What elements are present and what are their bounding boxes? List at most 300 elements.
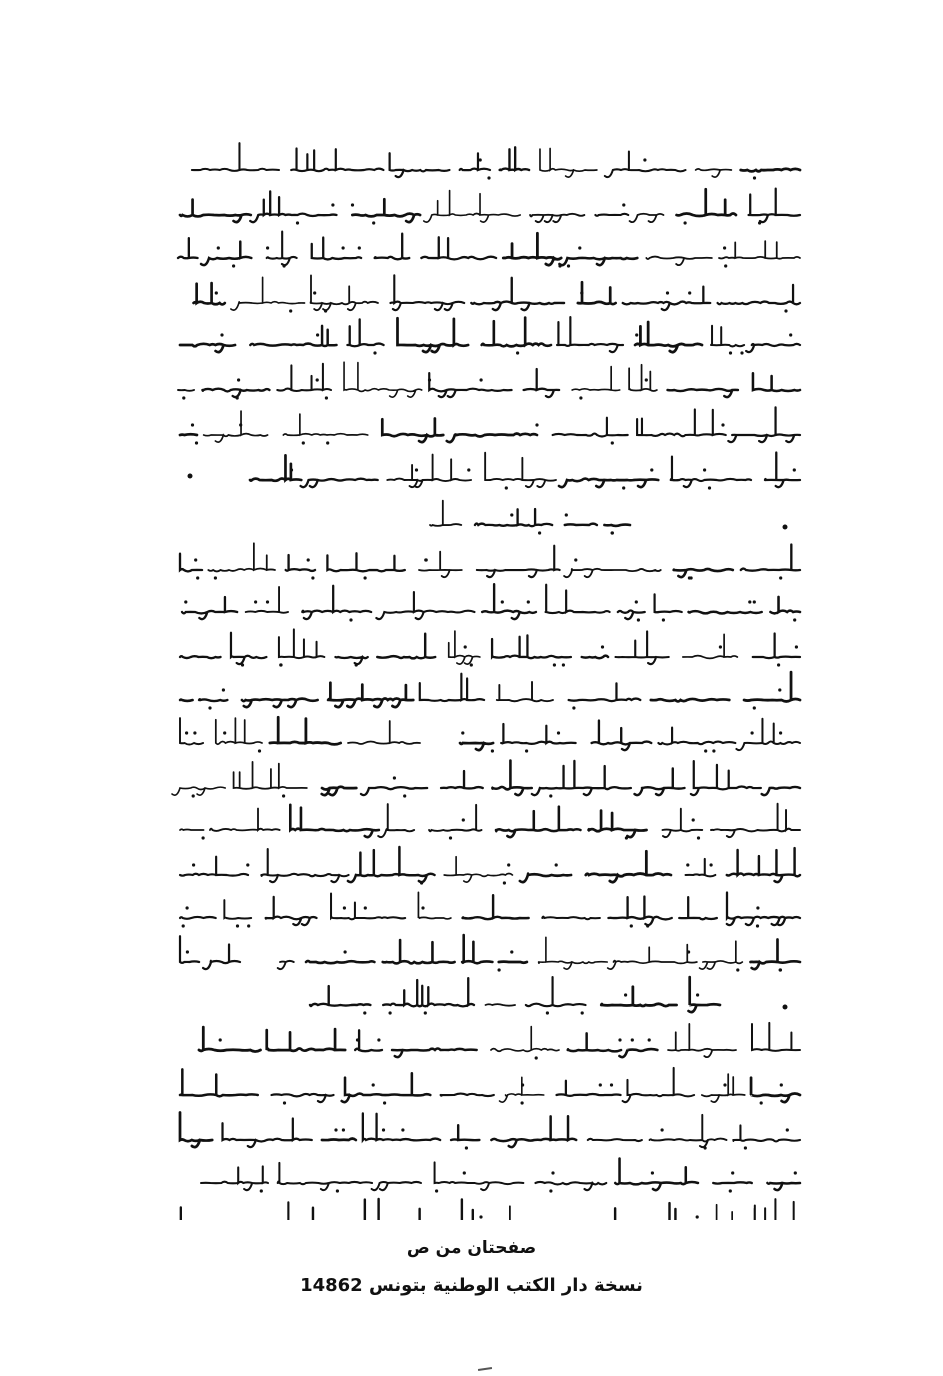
- script-stroke: [441, 771, 483, 788]
- script-stroke: [383, 940, 455, 963]
- script-stroke: [172, 787, 225, 795]
- script-dot: [316, 333, 319, 336]
- script-stroke: [702, 1074, 745, 1102]
- script-stroke: [589, 811, 647, 837]
- script-dot: [708, 486, 711, 489]
- script-stroke: [311, 275, 378, 310]
- script-stroke: [592, 721, 652, 751]
- script-stroke: [492, 635, 571, 658]
- script-stroke: [444, 857, 512, 882]
- script-dot: [501, 600, 504, 603]
- script-stroke: [557, 317, 623, 352]
- script-stroke: [271, 1094, 333, 1102]
- script-stroke: [291, 148, 383, 171]
- script-stroke: [204, 411, 268, 442]
- script-dot: [630, 924, 633, 927]
- script-stroke: [719, 241, 800, 259]
- script-stroke: [616, 631, 669, 664]
- script-dot: [344, 950, 347, 953]
- script-stroke: [623, 1068, 694, 1102]
- script-stroke: [501, 724, 575, 744]
- script-stroke: [390, 153, 450, 177]
- script-stroke: [535, 1182, 606, 1190]
- script-stroke: [180, 434, 197, 435]
- script-dot: [377, 1038, 380, 1041]
- script-stroke: [578, 282, 616, 304]
- script-stroke: [530, 214, 584, 222]
- script-dot: [643, 158, 646, 161]
- script-dot: [729, 1189, 732, 1192]
- script-stroke: [421, 237, 496, 259]
- script-dot: [464, 645, 467, 648]
- script-dot: [186, 906, 189, 909]
- script-stroke: [728, 407, 800, 442]
- script-dot: [342, 246, 345, 249]
- caption-source: نسخة دار الكتب الوطنية بتونس 14862: [300, 1275, 643, 1296]
- script-dot: [744, 1146, 747, 1149]
- manuscript-line: [180, 543, 800, 579]
- script-stroke: [279, 629, 324, 658]
- script-stroke: [718, 285, 800, 304]
- caption-title: صفحتان من ص: [406, 1238, 537, 1258]
- script-dot: [662, 618, 665, 621]
- script-dot: [283, 1101, 286, 1104]
- script-stroke: [618, 611, 645, 620]
- script-stroke: [486, 1004, 516, 1006]
- script-stroke: [451, 1125, 479, 1140]
- script-stroke: [559, 258, 637, 265]
- script-stroke: [462, 935, 492, 963]
- script-dot: [208, 706, 211, 709]
- script-dot: [525, 749, 528, 752]
- script-stroke: [312, 238, 361, 260]
- script-dot: [756, 924, 759, 927]
- script-dot: [562, 663, 565, 666]
- script-dot: [326, 441, 329, 444]
- script-stroke: [267, 232, 297, 266]
- script-stroke: [278, 961, 294, 969]
- manuscript-line: [201, 1158, 800, 1192]
- script-stroke: [662, 809, 702, 837]
- script-dot: [601, 645, 604, 648]
- script-dot: [331, 203, 334, 206]
- script-dot: [389, 1011, 392, 1014]
- script-stroke: [460, 153, 490, 170]
- script-stroke: [250, 191, 336, 222]
- script-stroke: [261, 849, 348, 882]
- section-dot: [188, 474, 193, 479]
- script-dot: [449, 836, 452, 839]
- script-stroke: [491, 1027, 559, 1052]
- script-stroke: [674, 569, 733, 577]
- script-dot: [260, 1189, 263, 1192]
- script-dot: [236, 924, 239, 927]
- script-dot: [364, 906, 367, 909]
- script-dot: [479, 1215, 482, 1218]
- script-stroke: [201, 1166, 268, 1190]
- script-dot: [349, 618, 352, 621]
- script-stroke: [180, 936, 199, 963]
- script-stroke: [651, 699, 729, 702]
- script-stroke: [322, 1139, 356, 1141]
- manuscript-line: [180, 1112, 800, 1149]
- script-stroke: [510, 1206, 588, 1220]
- script-stroke: [278, 1163, 372, 1190]
- script-dot: [503, 881, 506, 884]
- script-stroke: [755, 1199, 800, 1220]
- script-dot: [777, 663, 780, 666]
- script-dot: [236, 396, 239, 399]
- script-dot: [625, 836, 628, 839]
- script-dot: [266, 600, 269, 603]
- script-stroke: [689, 977, 720, 1012]
- script-dot: [325, 396, 328, 399]
- script-dot: [599, 1083, 602, 1086]
- script-dot: [753, 600, 756, 603]
- script-stroke: [569, 683, 641, 701]
- script-dot: [415, 468, 418, 471]
- script-dot: [703, 468, 706, 471]
- script-stroke: [503, 233, 561, 265]
- script-stroke: [250, 326, 336, 346]
- script-dot: [467, 468, 470, 471]
- script-stroke: [601, 987, 676, 1006]
- script-stroke: [304, 1199, 396, 1220]
- script-stroke: [568, 1033, 621, 1051]
- script-dot: [753, 706, 756, 709]
- script-stroke: [700, 941, 743, 969]
- script-dot: [364, 576, 367, 579]
- script-dot: [232, 264, 235, 267]
- manuscript-line: [180, 935, 800, 971]
- script-dot: [558, 264, 561, 267]
- script-stroke: [267, 1029, 345, 1051]
- script-dot: [351, 203, 354, 206]
- script-dot: [794, 1171, 797, 1174]
- script-stroke: [199, 1027, 261, 1051]
- manuscript-line: [180, 317, 800, 355]
- script-dot: [567, 264, 570, 267]
- script-dot: [239, 423, 242, 426]
- script-dot: [535, 1056, 538, 1059]
- manuscript-line: [310, 977, 788, 1015]
- script-stroke: [750, 939, 800, 969]
- script-stroke: [418, 892, 450, 919]
- script-dot: [786, 1128, 789, 1131]
- script-dot: [635, 333, 638, 336]
- script-dot: [342, 1128, 345, 1131]
- section-dot: [783, 525, 788, 530]
- script-dot: [578, 246, 581, 249]
- script-dot: [196, 576, 199, 579]
- script-stroke: [691, 761, 761, 795]
- script-stroke: [266, 897, 317, 925]
- script-dot: [217, 246, 220, 249]
- script-stroke: [210, 809, 280, 831]
- script-dot: [186, 950, 189, 953]
- script-dot: [622, 203, 625, 206]
- script-stroke: [182, 597, 237, 619]
- script-stroke: [178, 390, 194, 391]
- script-dot: [195, 441, 198, 444]
- script-stroke: [375, 234, 410, 260]
- script-stroke: [377, 634, 435, 659]
- script-stroke: [608, 896, 671, 925]
- script-stroke: [223, 1118, 312, 1147]
- script-dot: [710, 863, 713, 866]
- script-dot: [307, 558, 310, 561]
- script-dot: [618, 1038, 621, 1041]
- manuscript-line: [180, 629, 800, 666]
- script-stroke: [559, 479, 658, 488]
- script-stroke: [623, 287, 711, 311]
- script-stroke: [383, 978, 474, 1006]
- script-stroke: [752, 1023, 800, 1051]
- script-stroke: [335, 657, 367, 664]
- script-stroke: [382, 418, 443, 442]
- script-stroke: [749, 189, 800, 223]
- script-dot: [712, 749, 715, 752]
- script-stroke: [635, 769, 685, 796]
- script-stroke: [180, 1112, 212, 1147]
- script-dot: [645, 378, 648, 381]
- script-dot: [491, 749, 494, 752]
- script-dot: [648, 1038, 651, 1041]
- script-dot: [521, 1101, 524, 1104]
- script-stroke: [542, 917, 600, 920]
- script-dot: [538, 531, 541, 534]
- script-stroke: [630, 214, 664, 222]
- script-stroke: [741, 544, 800, 570]
- script-stroke: [753, 373, 800, 391]
- script-dot: [282, 794, 285, 797]
- script-dot: [254, 600, 257, 603]
- manuscript-line: [180, 804, 800, 840]
- script-dot: [383, 1101, 386, 1104]
- manuscript-line: [180, 1068, 800, 1105]
- script-dot: [723, 1083, 726, 1086]
- script-stroke: [372, 1182, 421, 1190]
- script-dot: [631, 1038, 634, 1041]
- script-dot: [215, 291, 218, 294]
- script-dot: [646, 924, 649, 927]
- script-stroke: [588, 1139, 642, 1141]
- script-stroke: [224, 900, 251, 919]
- manuscript-line: [180, 672, 800, 710]
- script-stroke: [180, 700, 193, 701]
- script-dot: [778, 688, 781, 691]
- script-dot: [581, 1011, 584, 1014]
- script-dot: [311, 576, 314, 579]
- script-stroke: [347, 319, 383, 346]
- script-stroke: [424, 191, 520, 223]
- script-dot: [403, 794, 406, 797]
- manuscript-line: [180, 847, 800, 885]
- script-stroke: [430, 501, 461, 526]
- script-dot: [661, 1128, 664, 1131]
- script-dot: [684, 221, 687, 224]
- script-dot: [789, 333, 792, 336]
- script-dot: [290, 468, 293, 471]
- script-dot: [779, 968, 782, 971]
- script-stroke: [392, 1049, 477, 1058]
- script-stroke: [582, 656, 608, 659]
- script-dot: [373, 351, 376, 354]
- script-dot: [372, 1083, 375, 1086]
- script-stroke: [646, 257, 712, 266]
- manuscript-line: [172, 761, 800, 798]
- script-stroke: [246, 587, 288, 613]
- script-stroke: [520, 874, 571, 883]
- script-stroke: [565, 524, 597, 525]
- script-stroke: [500, 147, 529, 170]
- script-stroke: [283, 414, 367, 435]
- script-dot: [516, 351, 519, 354]
- script-stroke: [390, 275, 464, 310]
- script-dot: [424, 1011, 427, 1014]
- manuscript-image: [160, 140, 820, 1220]
- script-stroke: [744, 672, 800, 701]
- script-dot: [751, 731, 754, 734]
- script-stroke: [180, 554, 202, 572]
- script-stroke: [751, 1078, 800, 1102]
- script-dot: [192, 863, 195, 866]
- manuscript-line: [180, 717, 800, 752]
- script-dot: [182, 396, 185, 399]
- script-dot: [549, 794, 552, 797]
- script-stroke: [679, 897, 717, 919]
- script-stroke: [564, 569, 661, 577]
- script-dot: [480, 378, 483, 381]
- script-dot: [425, 558, 428, 561]
- script-stroke: [180, 917, 216, 919]
- script-dot: [611, 441, 614, 444]
- script-dot: [793, 618, 796, 621]
- script-stroke: [491, 1116, 576, 1147]
- script-dot: [686, 863, 689, 866]
- script-dot: [650, 468, 653, 471]
- script-stroke: [178, 238, 198, 258]
- script-stroke: [753, 634, 800, 659]
- script-dot: [535, 423, 538, 426]
- script-stroke: [733, 1125, 800, 1141]
- script-dot: [222, 688, 225, 691]
- script-dot: [690, 576, 693, 579]
- script-dot: [611, 531, 614, 534]
- script-stroke: [270, 717, 341, 744]
- script-stroke: [397, 318, 468, 352]
- script-stroke: [447, 434, 537, 443]
- script-dot: [498, 968, 501, 971]
- script-stroke: [770, 597, 800, 613]
- script-dot: [510, 950, 513, 953]
- script-stroke: [471, 278, 564, 310]
- script-dot: [666, 291, 669, 294]
- script-stroke: [539, 937, 608, 969]
- script-dot: [580, 291, 583, 294]
- script-stroke: [290, 805, 379, 837]
- script-dot: [279, 663, 282, 666]
- script-dot: [343, 906, 346, 909]
- script-stroke: [240, 1202, 301, 1220]
- script-dot: [651, 1171, 654, 1174]
- script-stroke: [328, 683, 413, 707]
- script-stroke: [741, 169, 800, 172]
- script-stroke: [482, 318, 551, 347]
- script-stroke: [429, 373, 511, 397]
- script-dot: [313, 291, 316, 294]
- script-dot: [557, 731, 560, 734]
- script-stroke: [203, 945, 240, 970]
- script-stroke: [553, 418, 628, 437]
- script-stroke: [192, 143, 279, 171]
- script-dot: [194, 558, 197, 561]
- script-dot: [779, 731, 782, 734]
- script-dot: [223, 731, 226, 734]
- script-stroke: [348, 721, 420, 744]
- script-dot: [527, 600, 530, 603]
- manuscript-line: [180, 892, 800, 927]
- script-dot: [624, 993, 627, 996]
- manuscript-line: [188, 453, 801, 490]
- script-stroke: [658, 728, 735, 745]
- script-dot: [382, 1128, 385, 1131]
- script-stroke: [629, 365, 657, 391]
- script-stroke: [180, 200, 251, 222]
- script-dot: [553, 663, 556, 666]
- script-stroke: [637, 409, 726, 436]
- script-dot: [487, 176, 490, 179]
- script-stroke: [180, 344, 235, 352]
- script-dot: [740, 351, 743, 354]
- script-stroke: [746, 344, 800, 352]
- script-stroke: [485, 453, 556, 487]
- script-dot: [289, 309, 292, 312]
- script-dot: [202, 836, 205, 839]
- script-stroke: [546, 585, 610, 613]
- script-stroke: [180, 1207, 229, 1220]
- script-stroke: [572, 367, 619, 391]
- script-stroke: [686, 859, 716, 876]
- script-dot: [258, 749, 261, 752]
- script-stroke: [286, 555, 315, 571]
- manuscript-line: [430, 501, 788, 535]
- manuscript-line: [178, 362, 800, 399]
- script-dot: [185, 731, 188, 734]
- script-stroke: [331, 894, 405, 920]
- script-dot: [696, 993, 699, 996]
- script-stroke: [201, 242, 251, 266]
- script-dot: [574, 558, 577, 561]
- script-stroke: [540, 148, 597, 177]
- script-stroke: [597, 1203, 688, 1220]
- script-dot: [355, 663, 358, 666]
- script-dot: [635, 600, 638, 603]
- script-dot: [241, 663, 244, 666]
- script-dot: [334, 1128, 337, 1131]
- script-stroke: [363, 1113, 440, 1140]
- script-dot: [692, 818, 695, 821]
- script-stroke: [619, 1049, 657, 1057]
- script-stroke: [302, 586, 371, 619]
- script-dot: [688, 291, 691, 294]
- script-stroke: [419, 552, 462, 577]
- script-dot: [572, 706, 575, 709]
- script-stroke: [595, 214, 628, 216]
- manuscript-line: [180, 407, 800, 444]
- section-dot: [783, 1005, 788, 1010]
- script-stroke: [713, 1182, 752, 1183]
